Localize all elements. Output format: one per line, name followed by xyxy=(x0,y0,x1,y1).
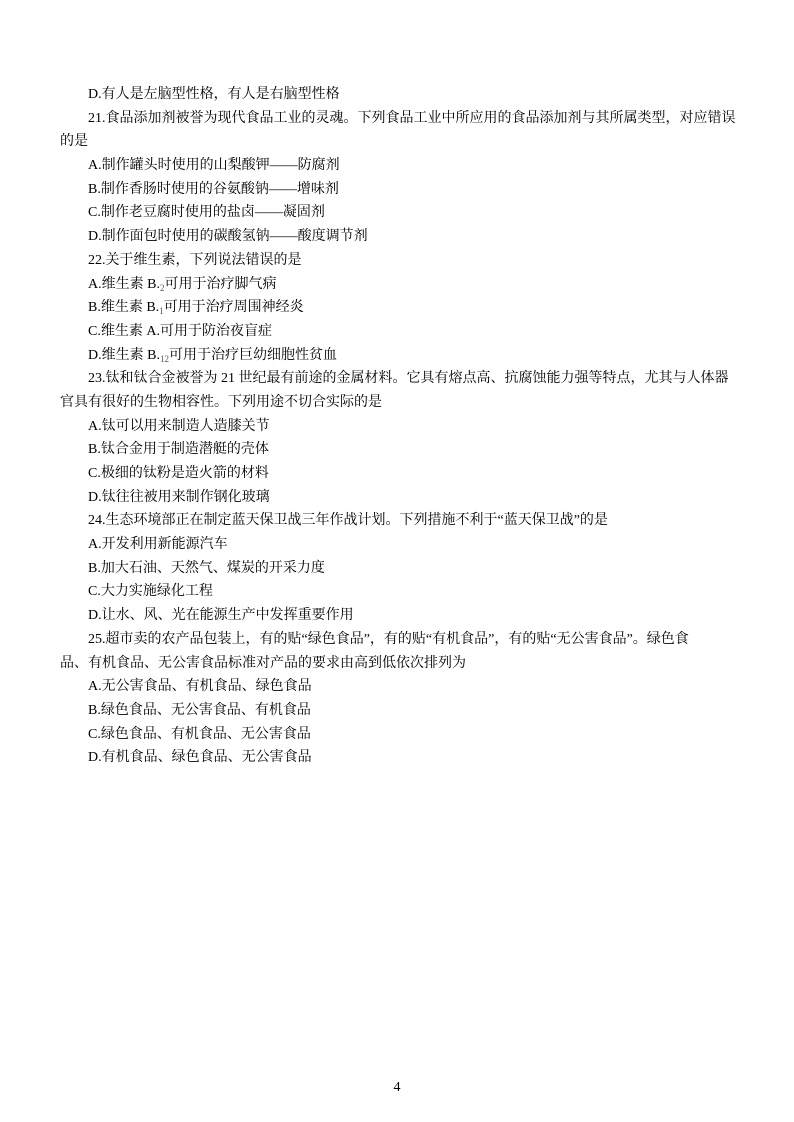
q23-option-d xyxy=(60,486,740,510)
q24-option-d xyxy=(60,604,740,628)
text-run: 可用于治疗巨幼细胞性贫血 xyxy=(168,347,337,363)
document-body xyxy=(60,83,740,770)
q23-option-c xyxy=(60,462,740,486)
q21-option-d xyxy=(60,225,740,249)
page-footer xyxy=(0,1078,794,1096)
text-run: D.制作面包时使用的碳酸氢钠——酸度调节剂 xyxy=(88,229,368,245)
text-run: B.绿色食品、无公害食品、有机食品 xyxy=(88,702,311,718)
q25-option-a xyxy=(60,675,740,699)
text-run: A.无公害食品、有机食品、绿色食品 xyxy=(88,679,312,695)
subscript-digit: 1 xyxy=(159,306,164,317)
text-run: B.钛合金用于制造潜艇的壳体 xyxy=(88,442,269,458)
text-run: A.制作罐头时使用的山梨酸钾——防腐剂 xyxy=(88,158,340,174)
q21-stem-line2 xyxy=(60,130,740,154)
text-run: D.钛往往被用来制作钢化玻璃 xyxy=(88,489,270,505)
subscript-digit: 12 xyxy=(159,353,169,364)
text-run: B.加大石油、天然气、煤炭的开采力度 xyxy=(88,560,325,576)
q21-option-b xyxy=(60,178,740,202)
q22-option-b xyxy=(60,296,740,320)
text-run: 可用于治疗周围神经炎 xyxy=(163,300,304,316)
text-run: 的是 xyxy=(60,134,88,150)
q25-option-b xyxy=(60,699,740,723)
text-run: D.让水、风、光在能源生产中发挥重要作用 xyxy=(88,608,354,624)
text-run: D.有人是左脑型性格，有人是右脑型性格 xyxy=(88,87,340,102)
q25-option-d xyxy=(60,746,740,770)
q22-option-c xyxy=(60,320,740,344)
q22-option-a xyxy=(60,273,740,297)
text-run: 可用于治疗脚气病 xyxy=(164,276,277,292)
text-run: C.维生素 A.可用于防治夜盲症 xyxy=(88,323,272,339)
text-run: 23.钛和钛合金被誉为 21 世纪最有前途的金属材料。它具有熔点高、抗腐蚀能力强等特点，尤其与人体器 xyxy=(88,371,729,387)
q25-stem-line2 xyxy=(60,652,740,676)
text-run: C.制作老豆腐时使用的盐卤——凝固剂 xyxy=(88,205,325,221)
text-run: 官具有很好的生物相容性。下列用途不切合实际的是 xyxy=(60,394,382,410)
text-run: A.钛可以用来制造人造膝关节 xyxy=(88,418,270,434)
text-run: 25.超市卖的农产品包装上，有的贴“绿色食品”，有的贴“有机食品”，有的贴“无公害食品”。绿色食 xyxy=(88,631,689,647)
q23-stem-line2 xyxy=(60,391,740,415)
text-run: D.有机食品、绿色食品、无公害食品 xyxy=(88,750,312,766)
text-run: 21.食品添加剂被誉为现代食品工业的灵魂。下列食品工业中所应用的食品添加剂与其所属类型，对应错误 xyxy=(88,110,736,126)
text-run: B.维生素 B. xyxy=(88,300,160,316)
text-run: D.维生素 B. xyxy=(88,347,160,363)
text-run: B.制作香肠时使用的谷氨酸钠——增味剂 xyxy=(88,181,339,197)
text-run: C.大力实施绿化工程 xyxy=(88,584,213,600)
text-run: 24.生态环境部正在制定蓝天保卫战三年作战计划。下列措施不利于“蓝天保卫战”的是 xyxy=(88,513,608,529)
q23-option-b xyxy=(60,438,740,462)
q21-option-c xyxy=(60,201,740,225)
q22-option-d xyxy=(60,344,740,368)
q24-option-a xyxy=(60,533,740,557)
q23-option-a xyxy=(60,415,740,439)
q20-option-d xyxy=(60,83,740,107)
q24-option-c xyxy=(60,580,740,604)
q25-option-c xyxy=(60,723,740,747)
page-number: 4 xyxy=(393,1080,401,1095)
subscript-digit: 2 xyxy=(159,282,165,293)
q21-option-a xyxy=(60,154,740,178)
text-run: 22.关于维生素，下列说法错误的是 xyxy=(88,252,302,268)
text-run: A.维生素 B. xyxy=(88,276,160,292)
text-run: 品、有机食品、无公害食品标准对产品的要求由高到低依次排列为 xyxy=(60,655,466,671)
q23-stem-line1 xyxy=(60,367,740,391)
q22-stem xyxy=(60,249,740,273)
q21-stem-line1 xyxy=(60,107,740,131)
q24-stem xyxy=(60,509,740,533)
text-run: A.开发利用新能源汽车 xyxy=(88,537,228,553)
q24-option-b xyxy=(60,557,740,581)
text-run: C.极细的钛粉是造火箭的材料 xyxy=(88,466,269,481)
q25-stem-line1 xyxy=(60,628,740,652)
text-run: C.绿色食品、有机食品、无公害食品 xyxy=(88,726,311,742)
